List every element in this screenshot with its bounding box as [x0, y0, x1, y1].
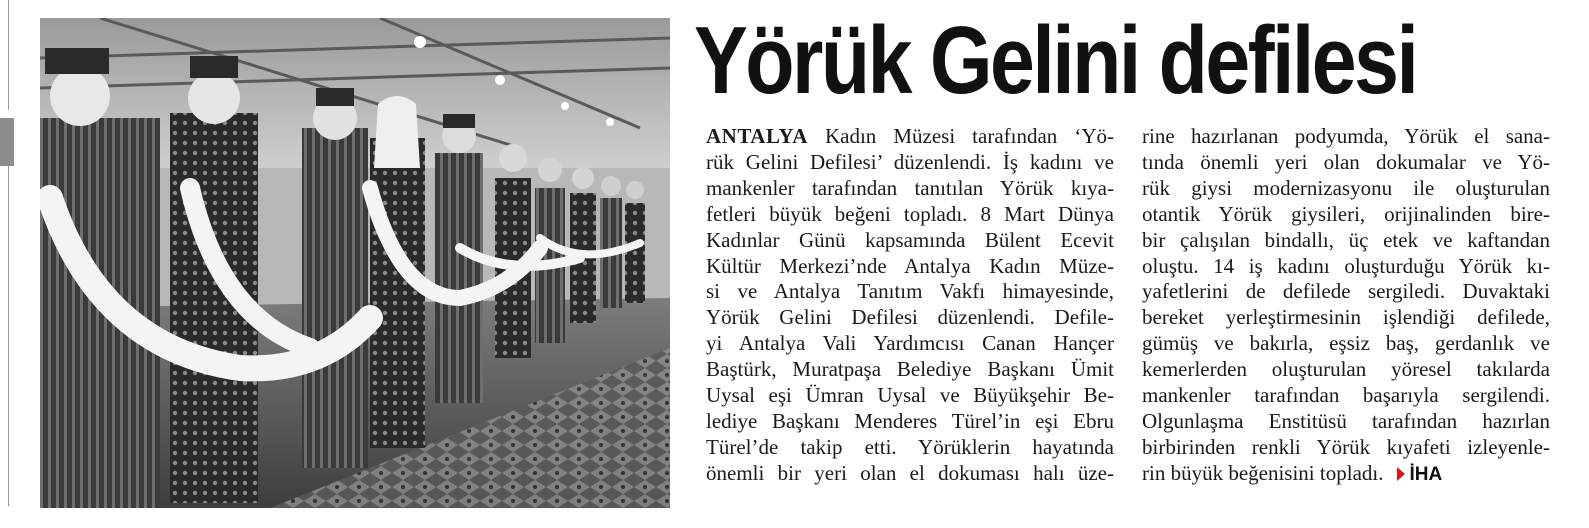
body-line: rük Gelini Defilesi’ düzenlendi. İş kadını ve [706, 149, 1114, 174]
body-line: tında önemli yeri olan dokumalar ve Yö- [1142, 149, 1550, 174]
body-line: kemerlerden oluşturulan yöresel takılarda [1142, 357, 1550, 382]
left-margin-rule [0, 0, 9, 110]
article-column-1 [706, 124, 1114, 487]
body-line: Uysal eşi Ümran Uysal ve Büyükşehir Be- [706, 383, 1114, 408]
body-line: Kadınlar Günü kapsamında Bülent Ecevit [706, 227, 1114, 252]
dateline: ANTALYA [706, 124, 808, 148]
body-line: yafetlerini de defilede sergiledi. Duvaktaki [1142, 279, 1550, 304]
body-line-text: rin büyük beğenisini topladı. [1142, 460, 1384, 485]
body-line: yi Antalya Vali Yardımcısı Canan Hançer [706, 331, 1114, 356]
news-agency-credit [1397, 462, 1442, 488]
body-line [706, 124, 1114, 150]
body-line: Yörük Gelini Defilesi düzenlendi. Defile- [706, 305, 1114, 330]
source-marker-icon [1397, 467, 1405, 481]
body-line: si ve Antalya Tanıtım Vakfı himayesinde, [706, 279, 1114, 304]
body-line: rine hazırlanan podyumda, Yörük el sana- [1142, 124, 1550, 148]
body-line: Olgunlaşma Enstitüsü tarafından hazırlan [1142, 408, 1550, 433]
headline: Yörük Gelini defilesi [694, 7, 1417, 114]
body-line: lediye Başkanı Menderes Türel’in eşi Ebru [706, 408, 1114, 433]
body-line: Kültür Merkezi’nde Antalya Kadın Müze- [706, 253, 1114, 278]
source-label: İHA [1409, 463, 1443, 485]
body-line: birbirinden renkli Yörük kıyafeti izleyenle- [1142, 434, 1550, 459]
body-line: rük giysi modernizasyonu ile oluşturulan [1142, 175, 1550, 200]
body-line: Türel’de takip etti. Yörüklerin hayatında [706, 434, 1114, 459]
left-margin-rule-lower [0, 166, 9, 506]
body-line: gümüş ve bakırla, eşsiz baş, gerdanlık ve [1142, 331, 1550, 356]
body-line: bir çalışılan bindallı, üç etek ve kaftandan [1142, 227, 1550, 252]
body-line: fetleri büyük beğeni topladı. 8 Mart Dünya [706, 201, 1114, 226]
body-line [1142, 461, 1550, 488]
left-margin-block [0, 118, 14, 166]
body-line: önemli bir yeri olan el dokuması halı üze- [706, 460, 1114, 485]
article-column-2 [1142, 124, 1550, 488]
body-line-text: Kadın Müzesi tarafından ‘Yö- [807, 124, 1114, 148]
body-line: otantik Yörük giysileri, orijinalinden bire- [1142, 201, 1550, 226]
body-line: mankenler tarafından tanıtılan Yörük kıya- [706, 175, 1114, 200]
article-photo [40, 18, 670, 508]
body-line: Baştürk, Muratpaşa Belediye Başkanı Ümit [706, 357, 1114, 382]
body-line: mankenler tarafından başarıyla sergilendi. [1142, 383, 1550, 408]
body-line: oluştu. 14 iş kadını oluşturduğu Yörük kı- [1142, 253, 1550, 278]
body-line: bereket yerleştirmesinin işlendiği defilede, [1142, 305, 1550, 330]
